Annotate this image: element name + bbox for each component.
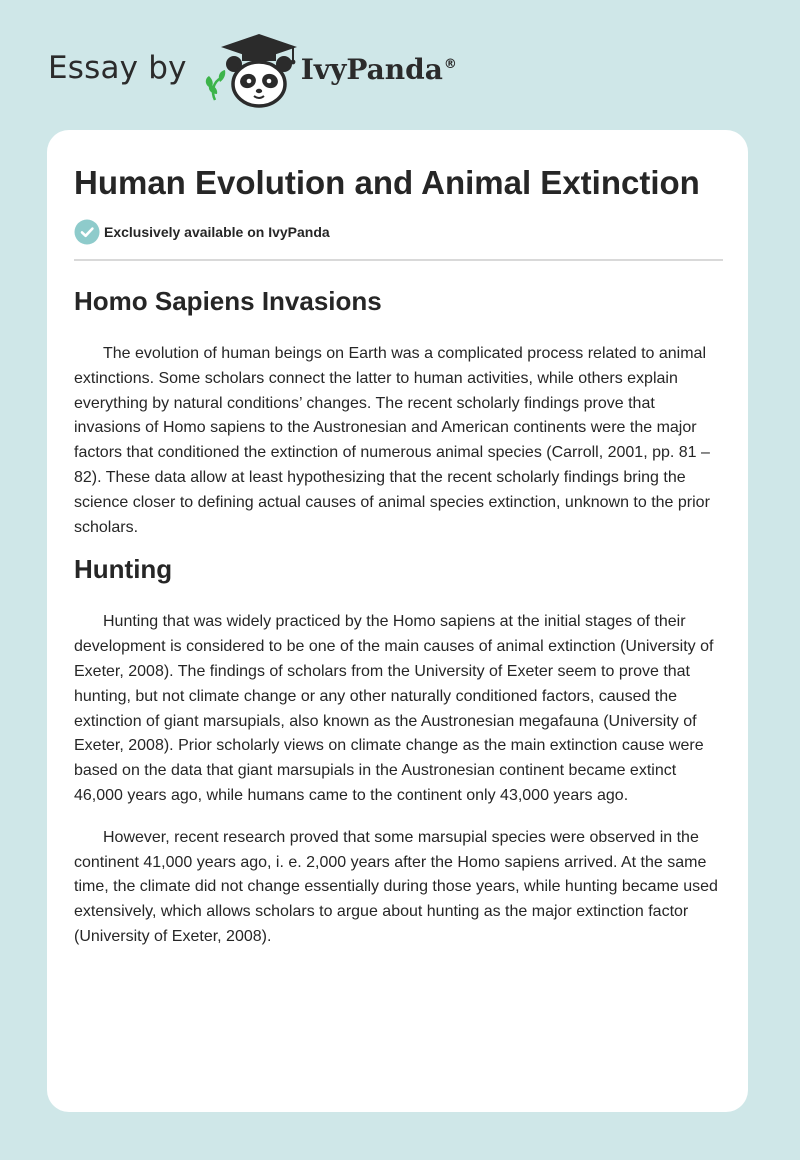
section-heading: Homo Sapiens Invasions [74, 286, 382, 316]
title-divider [74, 259, 723, 261]
essay-title: Human Evolution and Animal Extinction [74, 164, 700, 201]
essay-content [74, 130, 723, 950]
section-homo-sapiens-invasions [74, 285, 723, 540]
brand-name: IvyPanda® [300, 52, 457, 86]
registered-mark: ® [443, 57, 457, 73]
section-hunting [74, 553, 723, 949]
paragraph: However, recent research proved that some marsupial species were observed in the continent 41,000 years ago, i. e. 2,000 years after the Homo sapiens arrived. At the same time, the climate did not change essentially during those years, while hunting became used extensively, which allows scholars to argue about hunting as the major extinction factor (University of Exeter, 2008). [74, 828, 718, 945]
brand-prefix: Essay by [48, 50, 187, 86]
check-circle-icon [74, 219, 100, 245]
exclusive-label: Exclusively available on IvyPanda [104, 224, 330, 240]
essay-card [47, 130, 748, 1112]
paragraph: Hunting that was widely practiced by the Homo sapiens at the initial stages of their development is considered to be one of the main causes of animal extinction (University of Exeter, 2008). The findings of scholars from the University of Exeter seem to prove that hunting, but not climate change or any other naturally conditioned factors, caused the extinction of giant marsupials, also known as the Austronesian megafauna (University of Exeter, 2008). Prior scholarly views on climate change as the main extinction cause were based on the data that giant marsupials in the Austronesian continent became extinct 46,000 years ago, while humans came to the continent only 43,000 years ago. [74, 613, 714, 804]
section-heading: Hunting [74, 554, 173, 585]
paragraph: The evolution of human beings on Earth was a complicated process related to animal extinctions. Some scholars connect the latter to human activities, while others explain everything by natural conditions’ changes. The recent scholarly findings prove that invasions of Homo sapiens to the Austronesian and American continents were the major factors that conditioned the extinction of numerous animal species (Carroll, 2001, pp. 81 – 82). These data allow at least hypothesizing that the recent scholarly findings bring the science closer to defining actual causes of animal species extinction, unknown to the prior scholars. [74, 345, 710, 536]
site-header [48, 30, 457, 110]
panda-logo-icon[interactable] [201, 30, 299, 110]
exclusive-badge [74, 219, 723, 245]
